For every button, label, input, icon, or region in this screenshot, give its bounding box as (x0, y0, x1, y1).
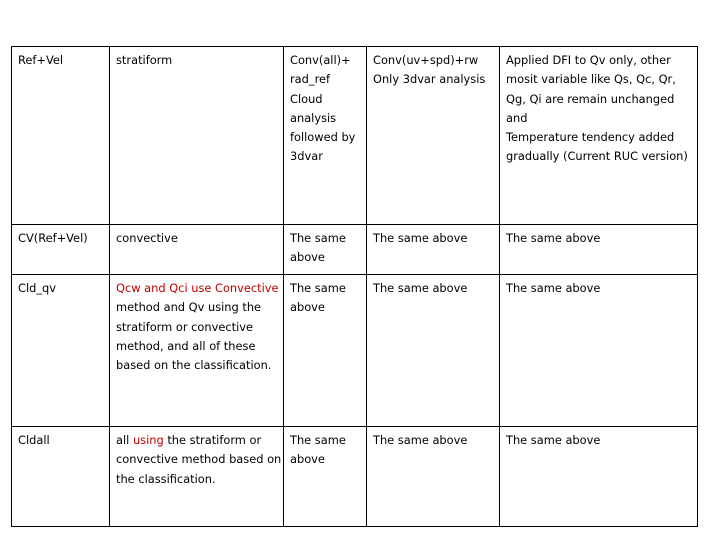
cell-same-above: The same above (284, 225, 367, 275)
cell-text: all (116, 433, 133, 447)
cell-scheme-convective: convective (110, 225, 284, 275)
cell-experiment-ref-vel: Ref+Vel (12, 47, 110, 225)
cell-analysis-conv-uv: Conv(uv+spd)+rw Only 3dvar analysis (367, 47, 500, 225)
table-row (12, 47, 698, 225)
cell-text: the stratiform or convective method based on the classification. (116, 433, 282, 486)
cell-experiment-cldall: Cldall (12, 427, 110, 527)
cell-same-above: The same above (284, 427, 367, 527)
highlighted-text: Qcw and Qci use Convective (116, 281, 279, 295)
cell-same-above: The same above (500, 275, 698, 427)
cell-same-above: The same above (367, 427, 500, 527)
comparison-table (11, 46, 698, 527)
cell-scheme-cldall (110, 427, 284, 527)
cell-same-above: The same above (500, 225, 698, 275)
cell-same-above: The same above (367, 275, 500, 427)
table-row (12, 275, 698, 427)
table-row (12, 427, 698, 527)
table-row (12, 225, 698, 275)
cell-notes-dfi: Applied DFI to Qv only, other mosit variable like Qs, Qc, Qr, Qg, Qi are remain unchanged and Temperature tendency added gradually (Current RUC version) (500, 47, 698, 225)
cell-experiment-cld-qv: Cld_qv (12, 275, 110, 427)
cell-same-above: The same above (500, 427, 698, 527)
cell-same-above: The same above (367, 225, 500, 275)
cell-analysis-conv-all: Conv(all)+ rad_ref Cloud analysis followed by 3dvar (284, 47, 367, 225)
cell-scheme-stratiform: stratiform (110, 47, 284, 225)
cell-scheme-cld-qv (110, 275, 284, 427)
cell-experiment-cv: CV(Ref+Vel) (12, 225, 110, 275)
highlighted-text: using (132, 433, 164, 447)
cell-text: method and Qv using the stratiform or convective method, and all of these based on the classification. (116, 300, 272, 373)
cell-same-above: The same above (284, 275, 367, 427)
